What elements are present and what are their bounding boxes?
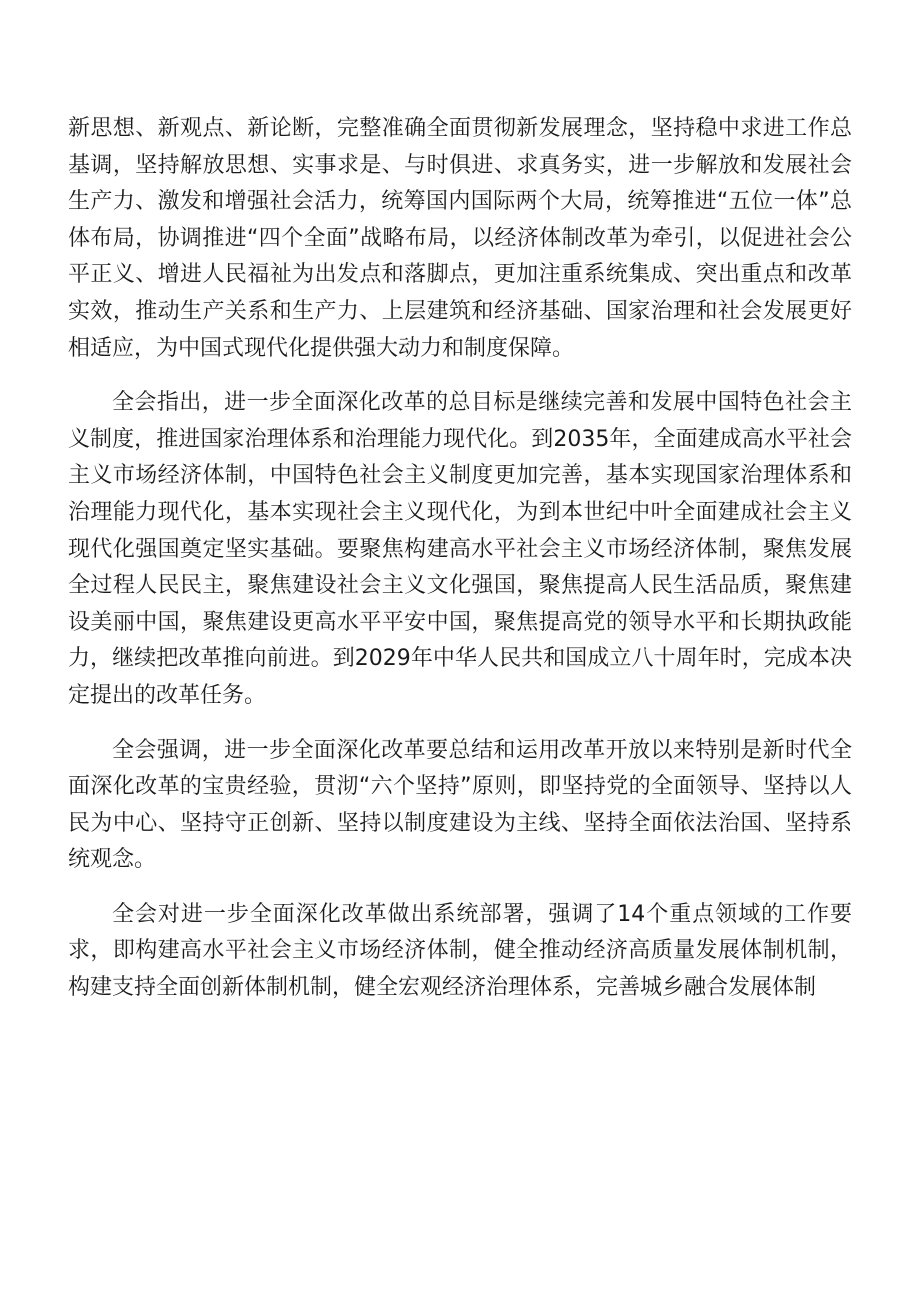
paragraph-2: 全会指出，进一步全面深化改革的总目标是继续完善和发展中国特色社会主义制度，推进国家治理体系和治理能力现代化。到2035年，全面建成高水平社会主义市场经济体制，中国特色社会主义制度更加完善，基本实现国家治理体系和治理能力现代化，基本实现社会主义现代化，为到本世纪中叶全面建成社会主义现代化强国奠定坚实基础。要聚焦构建高水平社会主义市场经济体制，聚焦发展全过程人民民主，聚焦建设社会主义文化强国，聚焦提高人民生活品质，聚焦建设美丽中国，聚焦建设更高水平平安中国，聚焦提高党的领导水平和长期执政能力，继续把改革推向前进。到2029年中华人民共和国成立八十周年时，完成本决定提出的改革任务。 bbox=[68, 390, 852, 708]
paragraph-spacer bbox=[68, 715, 852, 733]
paragraph-1: 新思想、新观点、新论断，完整准确全面贯彻新发展理念，坚持稳中求进工作总基调，坚持解放思想、实事求是、与时俱进、求真务实，进一步解放和发展社会生产力、激发和增强社会活力，统筹国内国际两个大局，统筹推进“五位一体”总体布局，协调推进“四个全面”战略布局，以经济体制改革为牵引，以促进社会公平正义、增进人民福祉为出发点和落脚点，更加注重系统集成、突出重点和改革实效，推动生产关系和生产力、上层建筑和经济基础、国家治理和社会发展更好相适应，为中国式现代化提供强大动力和制度保障。 bbox=[68, 116, 852, 361]
paragraph-3: 全会强调，进一步全面深化改革要总结和运用改革开放以来特别是新时代全面深化改革的宝贵经验，贯沏“六个坚持”原则，即坚持党的全面领导、坚持以人民为中心、坚持守正创新、坚持以制度建设为主线、坚持全面依法治国、坚持系统观念。 bbox=[68, 737, 852, 873]
paragraph-spacer bbox=[68, 879, 852, 897]
paragraph-4: 全会对进一步全面深化改革做出系统部署，强调了14个重点领域的工作要求，即构建高水平社会主义市场经济体制，健全推动经济高质量发展体制机制，构建支持全面创新体制机制，健全宏观经济治理体系，完善城乡融合发展体制 bbox=[68, 901, 852, 1001]
document-body bbox=[68, 111, 852, 1007]
paragraph-spacer bbox=[68, 367, 852, 385]
